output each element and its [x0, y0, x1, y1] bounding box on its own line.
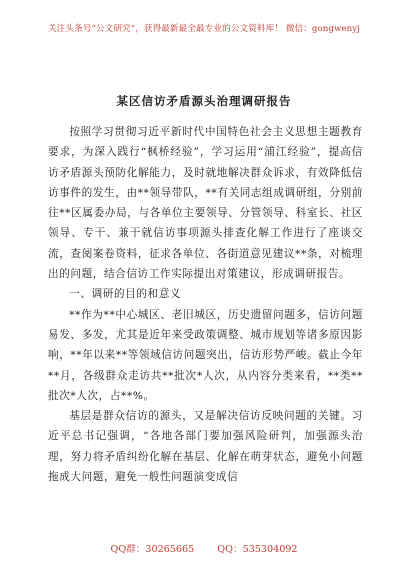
footer-qq-group: QQ群：30265665 — [110, 544, 195, 555]
grassroots-paragraph: 基层是群众信访的源头，又是解决信访反映问题的关键。习近平总书记强调，“各地各部门要加强风险研判，加强源头治理，努力将矛盾纠纷化解在基层、化解在萌芽状态，避免小问题拖成大问题，避免一般性问题演变成信 — [48, 410, 363, 484]
header-banner: 关注头条号“公文研究”，获得最新最全最专业的公文资料库！ 微信：gongwenyj — [47, 24, 361, 34]
footer-contact — [0, 541, 408, 555]
section-heading: 一、调研的目的和意义 — [69, 288, 182, 301]
intro-paragraph: 按照学习贯彻习近平新时代中国特色社会主义思想主题教育要求，为深入践行“枫桥经验”，学习运用“浦江经验”，提高信访矛盾源头预防化解能力，及时就地解决群众诉求，有效降低信访事件的发生，由**领导带队，**有关同志组成调研组，分别前往**区属委办局，与各单位主要领导、分管领导、科室长、社区领导、专干、兼干就信访事项源头排查化解工作进行了座谈交流，查阅案卷资料，征求各单位、各街道意见建议**条，对梳理出的问题，结合信访工作实际提出对策建议，形成调研报告。 — [48, 126, 363, 281]
background-paragraph: **作为**中心城区、老旧城区，历史遗留问题多，信访问题易发、多发，尤其是近年来受政策调整、城市规划等诸多原因影响，**年以来**等领域信访问题突出，信访形势严峻。截止今年**月，各级群众走访共**批次*人次，从内容分类来看，**类**批次*人次，占**%。 — [48, 308, 363, 402]
footer-qq: QQ：535304092 — [217, 544, 298, 555]
document-body — [48, 122, 363, 487]
document-title: 某区信访矛盾源头治理调研报告 — [116, 94, 292, 108]
